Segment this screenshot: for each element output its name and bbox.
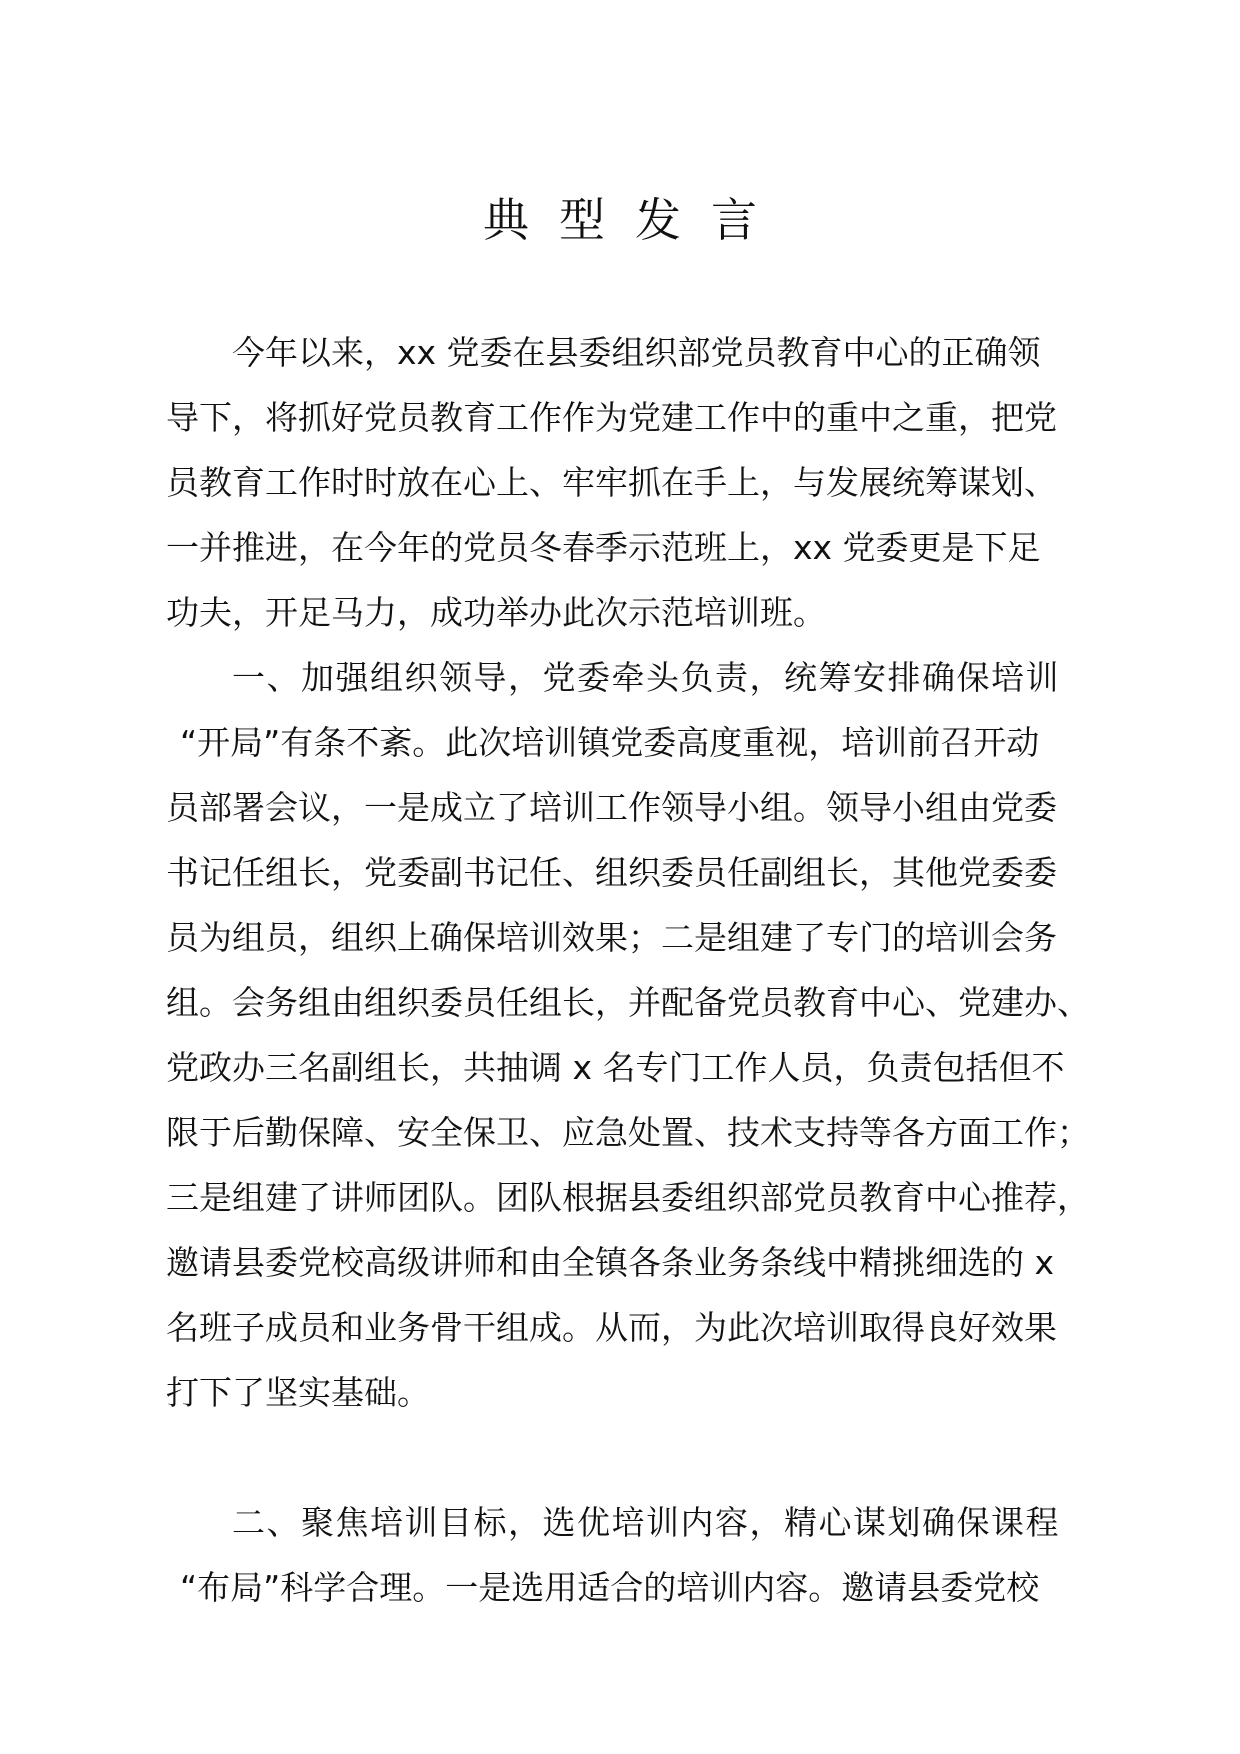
document-title: 典型发言 [483, 193, 787, 247]
section-heading-line: 二、聚焦培训目标，选优培训内容，精心谋划确保课程 [232, 1503, 1060, 1542]
text-line: 一并推进，在今年的党员冬春季示范班上，xx 党委更是下足 [166, 528, 1041, 567]
text-line: 限于后勤保障、安全保卫、应急处置、技术支持等各方面工作； [166, 1113, 1090, 1152]
text-line: 员教育工作时时放在心上、牢牢抓在手上，与发展统筹谋划、 [166, 463, 1057, 502]
paragraph-section-one [166, 645, 1106, 1490]
text-line: 组。会务组由组织委员任组长，并配备党员教育中心、党建办、 [166, 983, 1090, 1022]
text-line: 今年以来，xx 党委在县委组织部党员教育中心的正确领 [232, 333, 1041, 372]
text-line [166, 1425, 1106, 1490]
text-line: “开局”有条不紊。此次培训镇党委高度重视，培训前召开动 [180, 723, 1040, 762]
text-line: 书记任组长，党委副书记任、组织委员任副组长，其他党委委 [166, 853, 1057, 892]
text-line: 员为组员，组织上确保培训效果；二是组建了专门的培训会务 [166, 918, 1057, 957]
text-line: 党政办三名副组长，共抽调 x 名专门工作人员，负责包括但不 [166, 1048, 1065, 1087]
text-line: 邀请县委党校高级讲师和由全镇各条业务条线中精挑细选的 x [166, 1243, 1055, 1282]
text-line: “布局”科学合理。一是选用适合的培训内容。邀请县委党校 [180, 1568, 1040, 1607]
text-line: 员部署会议，一是成立了培训工作领导小组。领导小组由党委 [166, 788, 1057, 827]
document-body [166, 320, 1106, 1620]
text-line: 三是组建了讲师团队。团队根据县委组织部党员教育中心推荐， [166, 1178, 1090, 1217]
text-line: 名班子成员和业务骨干组成。从而，为此次培训取得良好效果 [166, 1308, 1057, 1347]
paragraph-intro [166, 320, 1106, 645]
paragraph-section-two [166, 1490, 1106, 1620]
section-heading-line: 一、加强组织领导，党委牵头负责，统筹安排确保培训 [232, 658, 1060, 697]
text-line: 打下了坚实基础。 [166, 1373, 430, 1412]
text-line: 功夫，开足马力，成功举办此次示范培训班。 [166, 593, 826, 632]
text-line: 导下，将抓好党员教育工作作为党建工作中的重中之重，把党 [166, 398, 1057, 437]
